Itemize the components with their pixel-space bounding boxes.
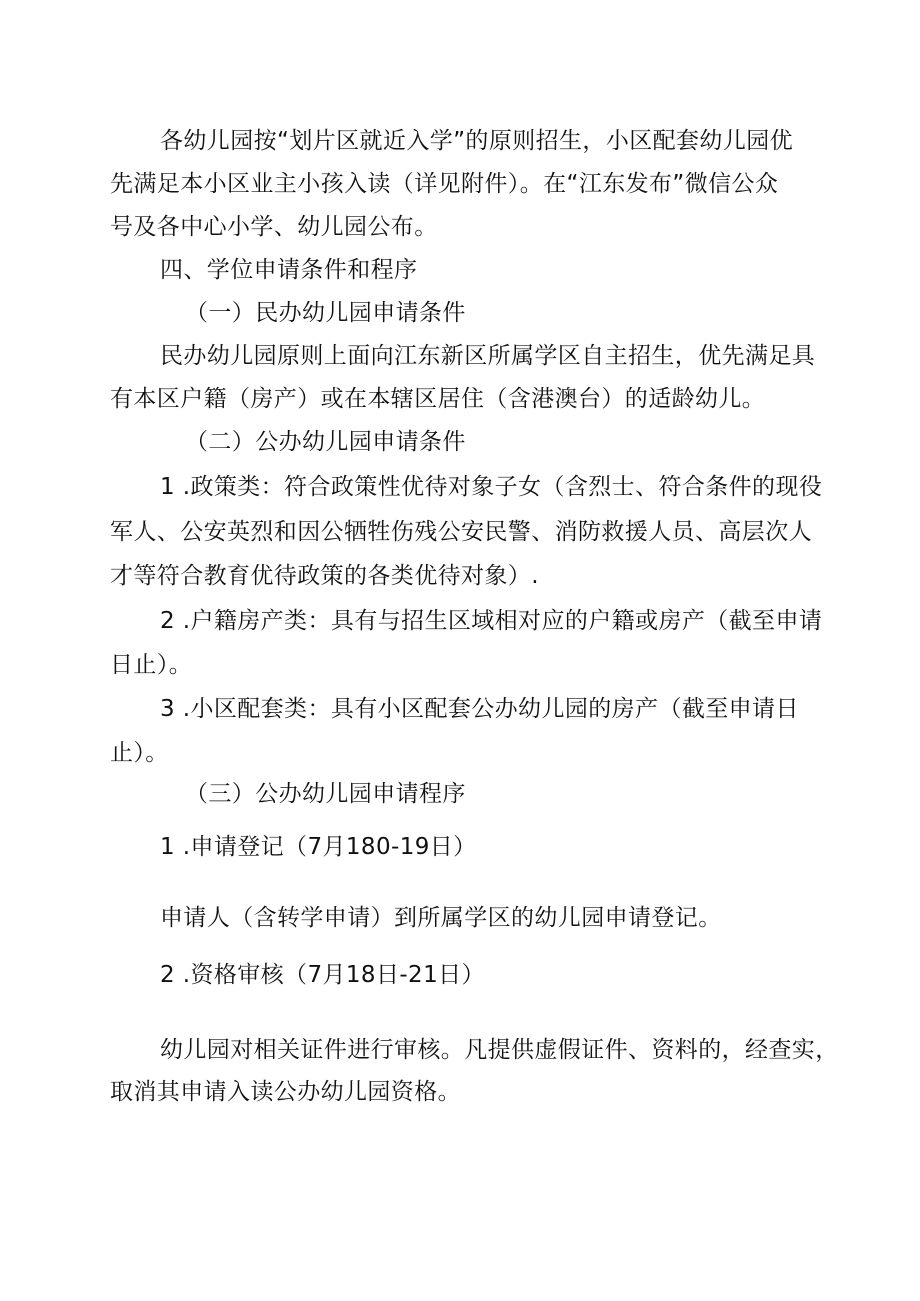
paragraph-line: 先满足本小区业主小孩入读（详见附件）。在“江东发布”微信公众 (110, 171, 779, 197)
list-item-line: 3 .小区配套类：具有小区配套公办幼儿园的房产（截至申请日 (160, 696, 799, 722)
list-item-line: 止）。 (110, 740, 169, 766)
list-item-line: 日止）。 (110, 652, 193, 678)
paragraph-line: 各幼儿园按“划片区就近入学”的原则招生，小区配套幼儿园优 (160, 128, 794, 154)
paragraph-line: 取消其申请入读公办幼儿园资格。 (110, 1079, 461, 1105)
list-item-line: 1 .申请登记（7月180-19日） (160, 834, 477, 860)
section-heading: 四、学位申请条件和程序 (160, 257, 418, 283)
subsection-heading: （一）民办幼儿园申请条件 (185, 300, 466, 326)
list-item-line: 军人、公安英烈和因公牺牲伤残公安民警、消防救援人员、高层次人 (110, 519, 812, 545)
paragraph-line: 有本区户籍（房产）或在本辖区居住（含港澳台）的适龄幼儿。 (110, 386, 766, 412)
paragraph-line: 申请人（含转学申请）到所属学区的幼儿园申请登记。 (160, 905, 722, 931)
list-item-line: 2 .资格审核（7月18日-21日） (160, 962, 485, 988)
paragraph-line: 号及各中心小学、幼儿园公布。 (110, 214, 438, 240)
list-item-line: 1 .政策类：符合政策性优待对象子女（含烈士、符合条件的现役 (160, 474, 823, 500)
paragraph-line: 幼儿园对相关证件进行审核。凡提供虚假证件、资料的，经查实， (160, 1037, 839, 1063)
subsection-heading: （二）公办幼儿园申请条件 (185, 429, 466, 455)
list-item-line: 才等符合教育优待政策的各类优待对象）. (110, 563, 539, 589)
paragraph-line: 民办幼儿园原则上面向江东新区所属学区自主招生，优先满足具 (160, 343, 816, 369)
list-item-line: 2 .户籍房产类：具有与招生区域相对应的户籍或房产（截至申请 (160, 608, 823, 634)
subsection-heading: （三）公办幼儿园申请程序 (185, 781, 466, 807)
